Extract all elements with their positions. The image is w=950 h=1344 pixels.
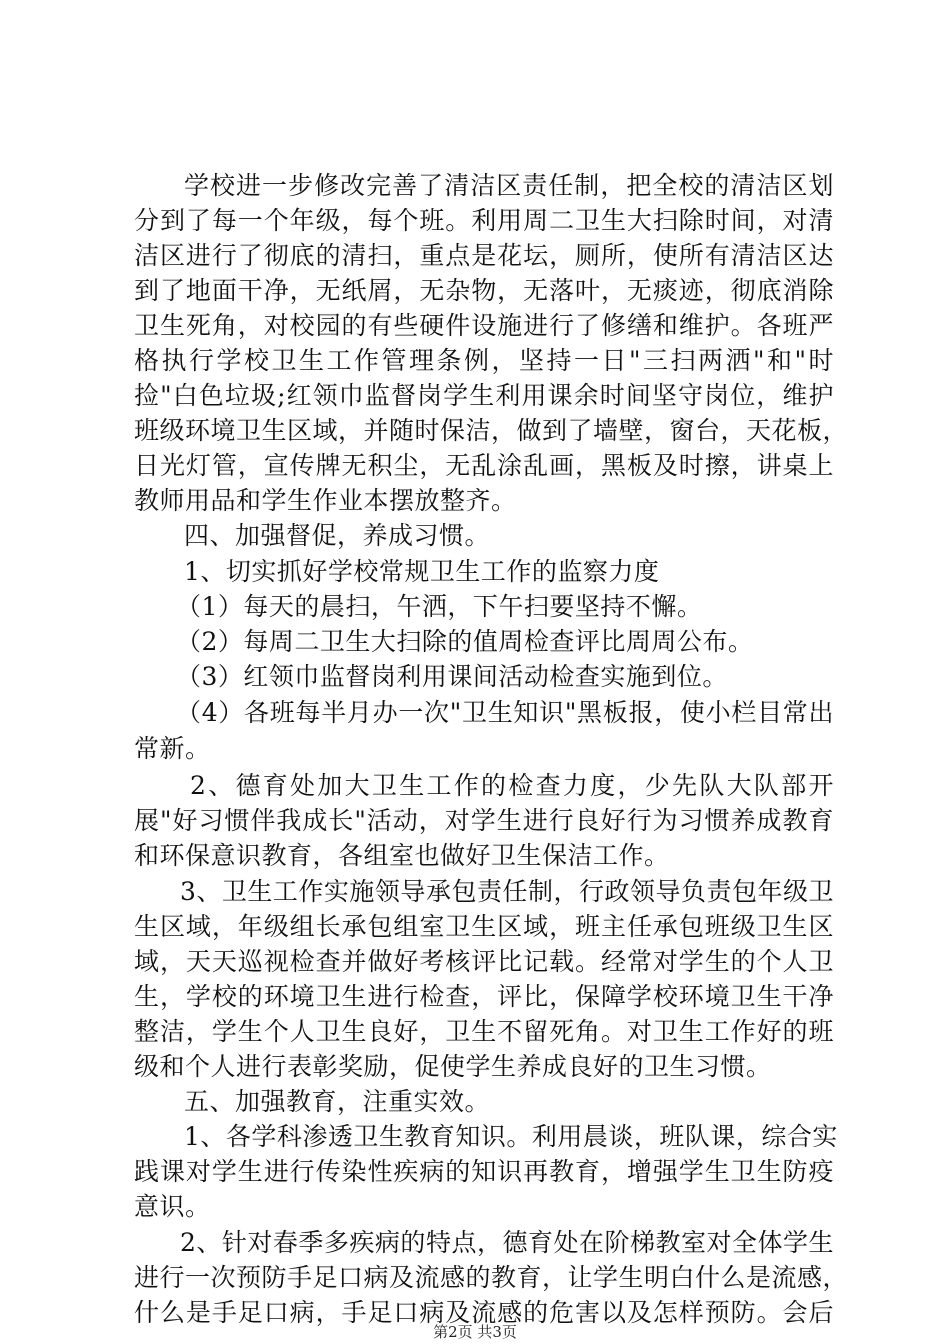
body-line: 1、各学科渗透卫生教育知识。利用晨谈，班队课，综合实 [184, 1122, 838, 1151]
body-line: 卫生死角，对校园的有些硬件设施进行了修缮和维护。各班严 [134, 311, 834, 340]
body-line: 整洁，学生个人卫生良好，卫生不留死角。对卫生工作好的班 [134, 1017, 834, 1046]
body-line: 学校进一步修改完善了清洁区责任制，把全校的清洁区划 [184, 171, 834, 200]
body-line: 常新。 [134, 734, 211, 763]
list-item: （4）各班每半月办一次"卫生知识"黑板报，使小栏目常出 [176, 698, 834, 727]
body-line: 教师用品和学生作业本摆放整齐。 [134, 486, 517, 515]
body-line: 什么是手足口病，手足口病及流感的危害以及怎样预防。会后 [134, 1298, 834, 1327]
subsection-heading: 1、切实抓好学校常规卫生工作的监察力度 [184, 557, 660, 586]
page-number-footer: 第2页 共3页 [433, 1323, 517, 1341]
body-line: 格执行学校卫生工作管理条例，坚持一日"三扫两洒"和"时 [134, 346, 834, 375]
body-line: 生，学校的环境卫生进行检查，评比，保障学校环境卫生干净 [134, 982, 834, 1011]
body-line: 展"好习惯伴我成长"活动，对学生进行良好行为习惯养成教育 [134, 806, 834, 835]
body-line: 和环保意识教育，各组室也做好卫生保洁工作。 [134, 841, 670, 870]
section-heading: 五、加强教育，注重实效。 [184, 1087, 491, 1116]
body-line: 洁区进行了彻底的清扫，重点是花坛，厕所，使所有清洁区达 [134, 241, 834, 270]
body-line: 3、卫生工作实施领导承包责任制，行政领导负责包年级卫 [180, 877, 834, 906]
body-line: 进行一次预防手足口病及流感的教育，让学生明白什么是流感， [134, 1263, 849, 1292]
body-line: 践课对学生进行传染性疾病的知识再教育，增强学生卫生防疫 [134, 1157, 834, 1186]
list-item: （2）每周二卫生大扫除的值周检查评比周周公布。 [176, 627, 754, 656]
body-line: 到了地面干净，无纸屑，无杂物，无落叶，无痰迹，彻底消除 [134, 276, 834, 305]
body-line: 2、针对春季多疾病的特点，德育处在阶梯教室对全体学生 [180, 1228, 834, 1257]
body-line: 班级环境卫生区域，并随时保洁，做到了墙壁，窗台，天花板， [134, 416, 849, 445]
list-item: （3）红领巾监督岗利用课间活动检查实施到位。 [176, 662, 728, 691]
body-line: 级和个人进行表彰奖励，促使学生养成良好的卫生习惯。 [134, 1052, 772, 1081]
body-line: 意识。 [134, 1192, 211, 1221]
body-line: 生区域，年级组长承包组室卫生区域，班主任承包班级卫生区 [134, 912, 834, 941]
body-line: 分到了每一个年级，每个班。利用周二卫生大扫除时间，对清 [134, 206, 834, 235]
body-line: 2、德育处加大卫生工作的检查力度，少先队大队部开 [190, 771, 834, 800]
body-line: 域，天天巡视检查并做好考核评比记载。经常对学生的个人卫 [134, 947, 834, 976]
section-heading: 四、加强督促，养成习惯。 [184, 521, 491, 550]
list-item: （1）每天的晨扫，午洒，下午扫要坚持不懈。 [176, 592, 703, 621]
body-line: 捡"白色垃圾;红领巾监督岗学生利用课余时间坚守岗位，维护 [134, 381, 834, 410]
body-line: 日光灯管，宣传牌无积尘，无乱涂乱画，黑板及时擦，讲桌上 [134, 451, 834, 480]
